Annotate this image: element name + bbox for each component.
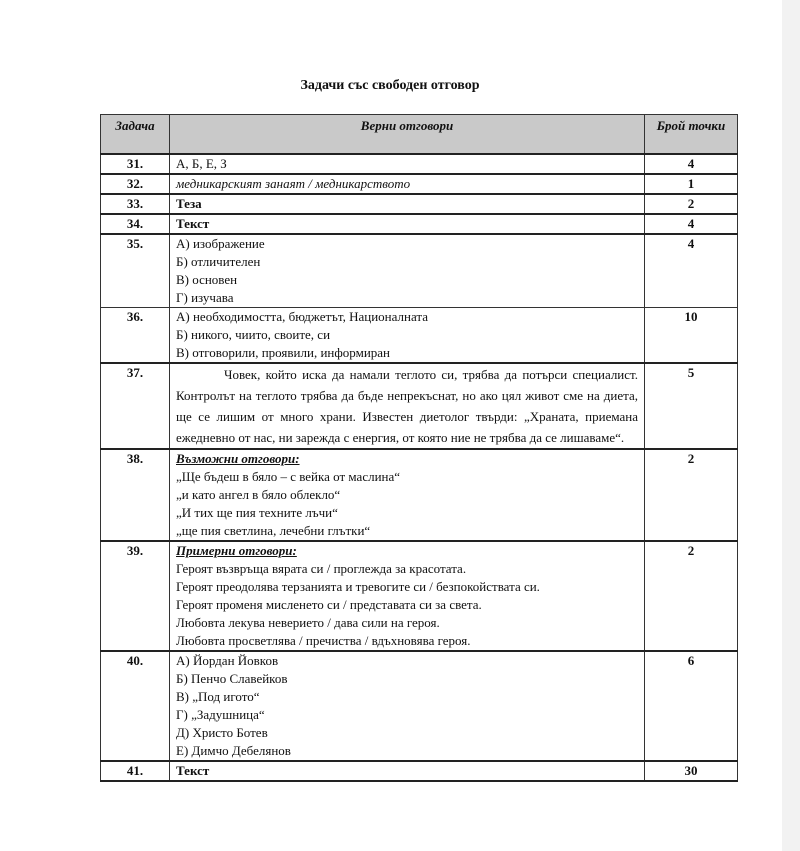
task-number: 36. bbox=[101, 308, 170, 364]
points-cell: 2 bbox=[645, 194, 738, 214]
table-row bbox=[101, 761, 738, 781]
answer-line: Героят променя мисленето си / представата си за света. bbox=[176, 597, 482, 612]
header-points: Брой точки bbox=[645, 115, 738, 155]
table-row bbox=[101, 174, 738, 194]
task-number: 32. bbox=[101, 174, 170, 194]
task-number: 41. bbox=[101, 761, 170, 781]
answer-line: А, Б, Е, З bbox=[176, 156, 227, 171]
essay-text: Човек, който иска да намали теглото си, трябва да потърси специалист. Контролът на теглото трябва да бъде непрекъснат, но ако цял живот сме на диета, ще се лишим от много храни. Известен диетолог твърди: „Храната, приемана ежедневно от нас, ни зарежда с енергия, от която ние не трябва да се лишаваме“. bbox=[176, 367, 638, 445]
task-number: 38. bbox=[101, 449, 170, 541]
table-row bbox=[101, 234, 738, 308]
answer-line: Текст bbox=[176, 763, 210, 778]
header-answers: Верни отговори bbox=[170, 115, 645, 155]
points-cell: 4 bbox=[645, 154, 738, 174]
points-cell: 1 bbox=[645, 174, 738, 194]
answer-line: Героят преодолява терзанията и тревогите си / безпокойствата си. bbox=[176, 579, 540, 594]
answer-cell bbox=[170, 194, 645, 214]
table-row bbox=[101, 308, 738, 364]
answer-line: Героят възвръща вярата си / проглежда за красотата. bbox=[176, 561, 467, 576]
answer-line: медникарският занаят / медникарството bbox=[176, 176, 411, 191]
answer-line: А) изображение bbox=[176, 236, 265, 251]
points-cell: 2 bbox=[645, 541, 738, 651]
points-cell: 10 bbox=[645, 308, 738, 364]
header-row bbox=[101, 115, 738, 155]
answer-line: А) Йордан Йовков bbox=[176, 653, 279, 668]
answer-cell bbox=[170, 214, 645, 234]
points-cell: 6 bbox=[645, 651, 738, 761]
answer-line: „и като ангел в бяло облекло“ bbox=[176, 487, 341, 502]
answer-line: „Ще бъдеш в бяло – с вейка от маслина“ bbox=[176, 469, 401, 484]
task-number: 33. bbox=[101, 194, 170, 214]
answer-line: „ще пия светлина, лечебни глътки“ bbox=[176, 523, 371, 538]
answer-cell bbox=[170, 174, 645, 194]
task-number: 34. bbox=[101, 214, 170, 234]
answer-heading: Примерни отговори: bbox=[176, 543, 297, 558]
points-cell: 2 bbox=[645, 449, 738, 541]
answer-line: „И тих ще пия техните лъчи“ bbox=[176, 505, 338, 520]
page-edge bbox=[782, 0, 800, 851]
answer-line: Любовта лекува неверието / дава сили на героя. bbox=[176, 615, 440, 630]
table-row bbox=[101, 214, 738, 234]
answer-cell bbox=[170, 651, 645, 761]
answer-cell bbox=[170, 541, 645, 651]
answer-line: Текст bbox=[176, 216, 210, 231]
table-row bbox=[101, 651, 738, 761]
header-task: Задача bbox=[101, 115, 170, 155]
points-cell: 4 bbox=[645, 214, 738, 234]
page-title: Задачи със свободен отговор bbox=[300, 78, 480, 93]
answer-line: Любовта просветлява / пречиства / вдъхновява героя. bbox=[176, 633, 471, 648]
answer-line: Б) Пенчо Славейков bbox=[176, 671, 288, 686]
task-number: 40. bbox=[101, 651, 170, 761]
task-number: 39. bbox=[101, 541, 170, 651]
task-number: 37. bbox=[101, 363, 170, 449]
answer-line: В) отговорили, проявили, информиран bbox=[176, 345, 390, 360]
table-row bbox=[101, 541, 738, 651]
answer-cell bbox=[170, 363, 645, 449]
task-number: 31. bbox=[101, 154, 170, 174]
answer-line: Д) Христо Ботев bbox=[176, 725, 268, 740]
table-row bbox=[101, 449, 738, 541]
task-number: 35. bbox=[101, 234, 170, 308]
answer-cell bbox=[170, 761, 645, 781]
answer-line: Теза bbox=[176, 196, 202, 211]
answer-line: В) основен bbox=[176, 272, 238, 287]
answer-cell bbox=[170, 154, 645, 174]
points-cell: 30 bbox=[645, 761, 738, 781]
answer-line: В) „Под игото“ bbox=[176, 689, 260, 704]
answer-line: Е) Димчо Дебелянов bbox=[176, 743, 291, 758]
answer-cell bbox=[170, 234, 645, 308]
answer-line: Г) изучава bbox=[176, 290, 234, 305]
answer-heading: Възможни отговори: bbox=[176, 451, 300, 466]
answer-cell bbox=[170, 308, 645, 364]
answer-cell bbox=[170, 449, 645, 541]
points-cell: 5 bbox=[645, 363, 738, 449]
answer-line: Б) отличителен bbox=[176, 254, 261, 269]
answer-line: Б) никого, чиито, своите, си bbox=[176, 327, 331, 342]
table-row bbox=[101, 194, 738, 214]
table-row bbox=[101, 363, 738, 449]
answer-line: А) необходимостта, бюджетът, Националната bbox=[176, 309, 428, 324]
points-cell: 4 bbox=[645, 234, 738, 308]
table-row bbox=[101, 154, 738, 174]
answer-line: Г) „Задушница“ bbox=[176, 707, 265, 722]
answers-table bbox=[100, 114, 738, 782]
